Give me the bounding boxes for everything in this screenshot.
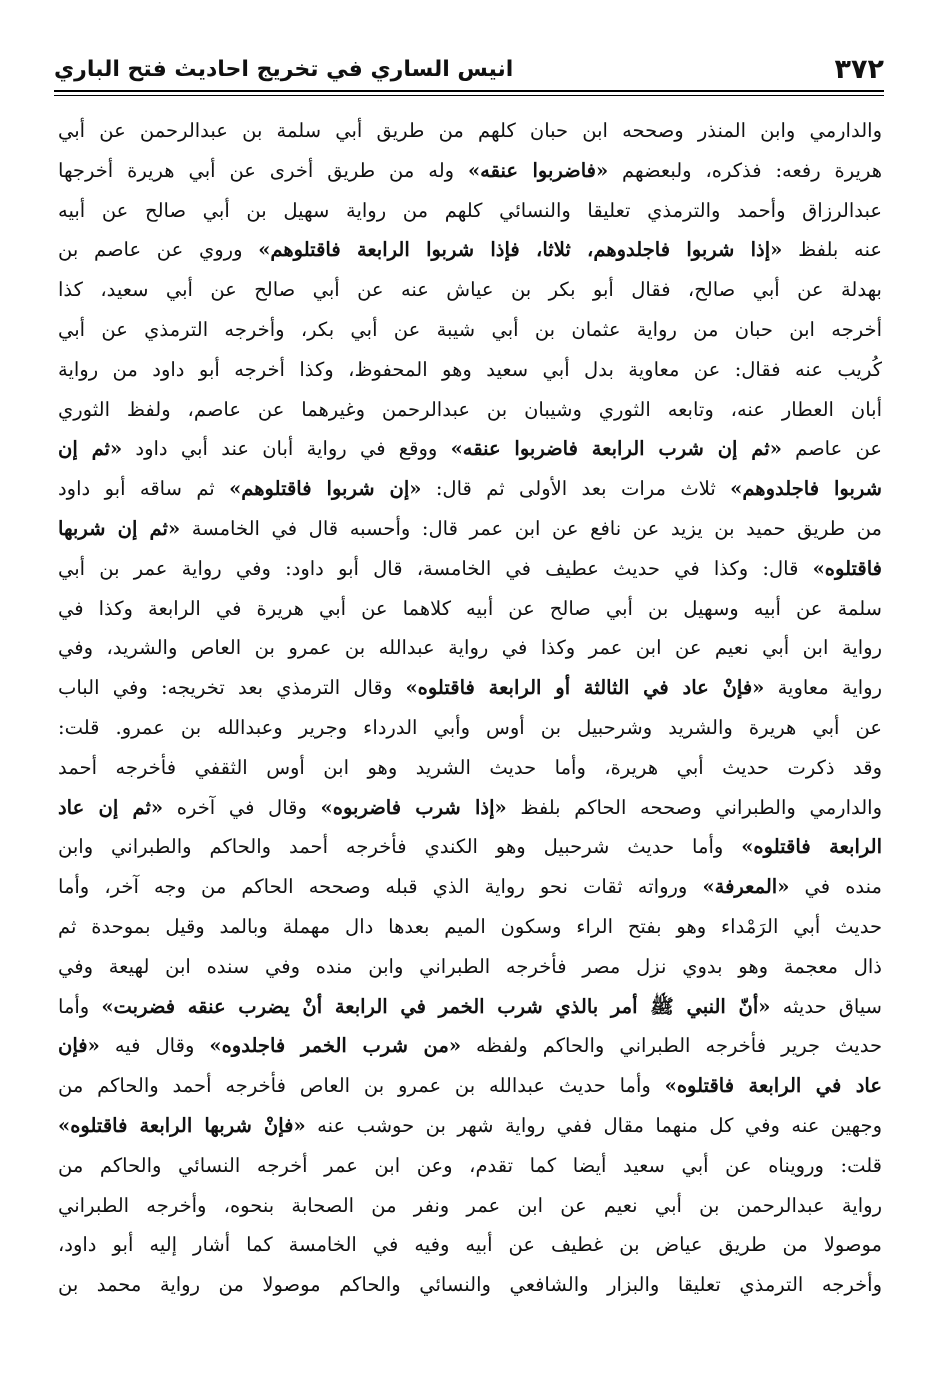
- text-line: وجهين عنه وفي كل منهما مقال ففي رواية شهر بن حوشب عنه «فإنْ شربها الرابعة فاقتلوه»: [58, 1113, 882, 1137]
- text-line: عنه بلفظ «إذا شربوا فاجلدوهم، ثلاثا، فإذا شربوا الرابعة فاقتلوهم» وروي عن عاصم بن: [58, 238, 882, 262]
- header-rule-thin: [54, 95, 884, 96]
- text-line: ذال معجمة وهو بدوي نزل مصر فأخرجه الطبراني وابن منده وفي سنده ابن لهيعة وفي: [58, 954, 882, 978]
- text-line: رواية ابن أبي نعيم عن ابن عمر وكذا في رواية عبدالله بن عمرو بن العاص والشريد، وفي: [58, 636, 882, 660]
- text-line: أبان العطار عنه، وتابعه الثوري وشيبان بن عبدالرحمن وغيرهما عن عاصم، ولفظ الثوري: [58, 397, 882, 421]
- quoted-hadith-text: «فإن: [58, 1034, 100, 1058]
- text-line: عن عاصم «ثم إن شرب الرابعة فاضربوا عنقه» ووقع في رواية أبان عند أبي داود «ثم إن: [58, 437, 882, 461]
- quoted-hadith-text: «من شرب الخمر فاجلدوه»: [209, 1034, 462, 1058]
- page-header: [54, 46, 884, 92]
- quoted-hadith-text: «ثم إن شربها: [58, 516, 181, 540]
- quoted-hadith-text: الرابعة فاقتلوه»: [741, 835, 882, 859]
- quoted-hadith-text: «المعرفة»: [702, 875, 790, 899]
- quoted-hadith-text: «إن شربوا فاقتلوهم»: [229, 477, 422, 501]
- text-line: عبدالرزاق وأحمد والترمذي تعليقا والنسائي كلهم من رواية سهيل بن أبي صالح عن أبيه: [58, 198, 882, 222]
- body-text: [58, 111, 882, 1305]
- quoted-hadith-text: «أنّ النبي ﷺ أمر بالذي شرب الخمر في الرابعة أنْ يضرب عنقه فضربت»: [101, 994, 771, 1018]
- text-line: رواية عبدالرحمن بن أبي نعيم عن ابن عمر ونفر من الصحابة بنحوه، وأخرجه الطبراني: [58, 1193, 882, 1217]
- text-line: قلت: ورويناه عن أبي سعيد أيضا كما تقدم، وعن ابن عمر أخرجه النسائي والحاكم من: [58, 1153, 882, 1177]
- text-line: الرابعة فاقتلوه» وأما حديث شرحبيل وهو الكندي فأخرجه أحمد والحاكم والطبراني وابن: [58, 835, 882, 859]
- text-line: أخرجه ابن حبان من رواية عثمان بن أبي شيبة عن أبي بكر، وأخرجه الترمذي عن أبي: [58, 317, 882, 341]
- text-line: عاد في الرابعة فاقتلوه» وأما حديث عبدالله بن عمرو بن العاص فأخرجه أحمد والحاكم من: [58, 1074, 882, 1098]
- quoted-hadith-text: شربوا فاجلدوهم»: [730, 477, 882, 501]
- text-line: حديث جرير فأخرجه الطبراني والحاكم ولفظه «من شرب الخمر فاجلدوه» وقال فيه «فإن: [58, 1034, 882, 1058]
- text-line: والدارمي وابن المنذر وصححه ابن حبان كلهم من طريق أبي سلمة بن عبدالرحمن عن أبي: [58, 119, 882, 142]
- quoted-hadith-text: «ثم إن عاد: [58, 795, 164, 819]
- quoted-hadith-text: «ثم إن شرب الرابعة فاضربوا عنقه»: [450, 437, 782, 461]
- text-line: هريرة رفعه: فذكره، ولبعضهم «فاضربوا عنقه» وله من طريق أخرى عن أبي هريرة أخرجها: [58, 158, 882, 182]
- quoted-hadith-text: «فاضربوا عنقه»: [467, 158, 609, 182]
- quoted-hadith-text: «إذا شربوا فاجلدوهم، ثلاثا، فإذا شربوا الرابعة فاقتلوهم»: [258, 238, 783, 262]
- quoted-hadith-text: «إذا شرب فاضربوه»: [320, 795, 507, 819]
- quoted-hadith-text: «فإنْ عاد في الثالثة أو الرابعة فاقتلوه»: [405, 676, 765, 700]
- text-line: حديث أبي الرَمْداء وهو بفتح الراء وسكون الميم بعدها دال مهملة وبالمد وقيل بموحدة ثم: [58, 914, 882, 938]
- text-line: شربوا فاجلدوهم» ثلاث مرات بعد الأولى ثم قال: «إن شربوا فاقتلوهم» ثم ساقه أبو داود: [58, 477, 882, 501]
- text-line: موصولا من طريق عياض بن غطيف عن أبيه وفيه في الخامسة كما أشار إليه أبو داود،: [58, 1233, 882, 1257]
- text-line: سلمة عن أبيه وسهيل بن أبي صالح عن أبيه كلاهما عن أبي هريرة في الرابعة وكذا في: [58, 596, 882, 620]
- header-rule: [54, 90, 884, 92]
- quoted-hadith-text: فاقتلوه»: [812, 556, 882, 580]
- page-number: ٣٧٢: [834, 53, 884, 85]
- text-line: والدارمي والطبراني وصححه الحاكم بلفظ «إذا شرب فاضربوه» وقال في آخره «ثم إن عاد: [58, 795, 882, 819]
- text-line: سياق حديثه «أنّ النبي ﷺ أمر بالذي شرب الخمر في الرابعة أنْ يضرب عنقه فضربت» وأما: [58, 994, 882, 1018]
- text-line: وقد ذكرت حديث أبي هريرة، وأما حديث الشريد وهو ابن أوس الثقفي فأخرجه أحمد: [58, 755, 882, 779]
- text-line: منده في «المعرفة» ورواته ثقات نحو رواية الذي قبله وصححه الحاكم من وجه آخر، وأما: [58, 875, 882, 899]
- running-title: انيس الساري في تخريج احاديث فتح الباري: [54, 56, 514, 82]
- text-line: رواية معاوية «فإنْ عاد في الثالثة أو الرابعة فاقتلوه» وقال الترمذي بعد تخريجه: وفي الباب: [58, 676, 882, 700]
- text-line: من طريق حميد بن يزيد عن نافع عن ابن عمر قال: وأحسبه قال في الخامسة «ثم إن شربها: [58, 516, 882, 540]
- text-line: وأخرجه الترمذي تعليقا والبزار والشافعي والنسائي والحاكم موصولا من رواية محمد بن: [58, 1273, 882, 1297]
- text-line: كُريب عنه فقال: عن معاوية بدل أبي سعيد وهو المحفوظ، وكذا أخرجه أبو داود من رواية: [58, 357, 882, 381]
- text-line: بهدلة عن أبي صالح، فقال أبو بكر بن عياش عنه عن أبي صالح عن أبي سعيد، كذا: [58, 278, 882, 302]
- quoted-hadith-text: «فإنْ شربها الرابعة فاقتلوه»: [58, 1113, 306, 1137]
- text-line: عن أبي هريرة والشريد وشرحبيل بن أوس وأبي الدرداء وجرير وعبدالله بن عمرو. قلت:: [58, 715, 882, 739]
- quoted-hadith-text: عاد في الرابعة فاقتلوه»: [664, 1074, 882, 1098]
- quoted-hadith-text: «ثم إن: [58, 437, 123, 461]
- text-line: فاقتلوه» قال: وكذا في حديث عطيف في الخامسة، قال أبو داود: وفي رواية عمر بن أبي: [58, 556, 882, 580]
